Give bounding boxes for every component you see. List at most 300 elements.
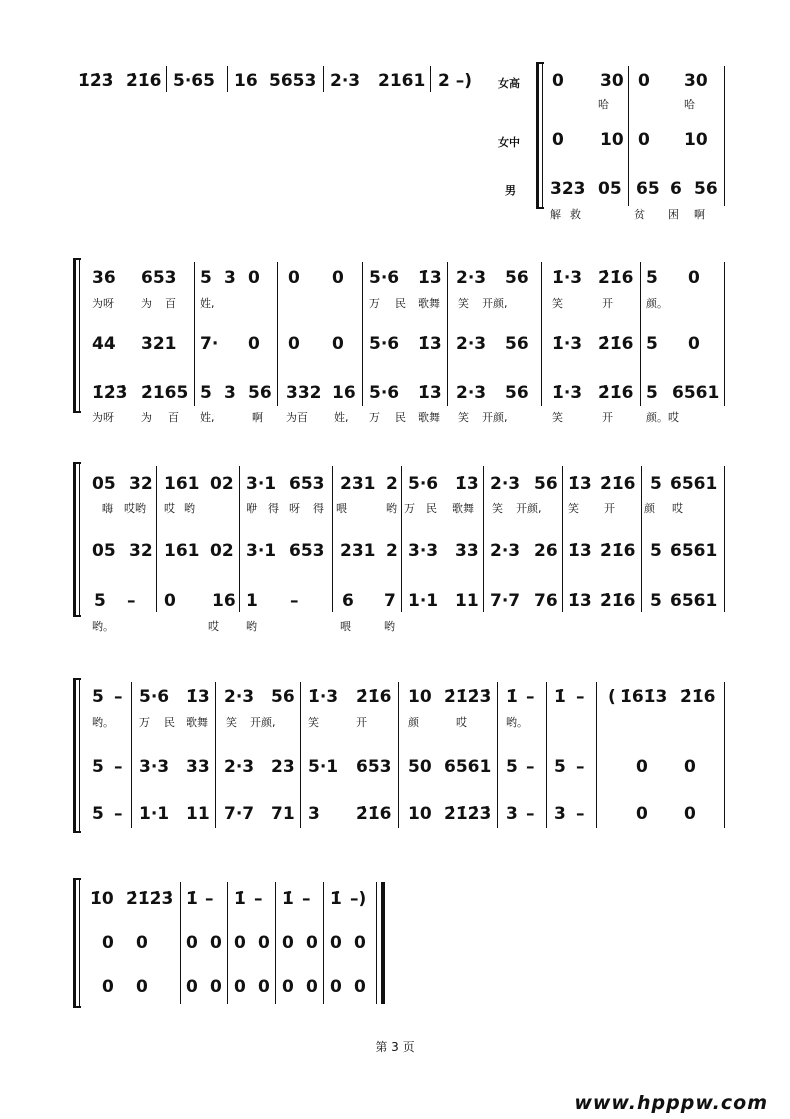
barline [546,682,547,828]
note: 3 [308,804,320,824]
lyric: 喂 [336,502,347,515]
note: 1̇3 [455,474,479,494]
lyric: 笑 [568,502,579,515]
note: 0 [234,933,246,953]
note: – [114,804,123,824]
barline [156,466,157,612]
note: – [127,591,136,611]
barline [724,466,725,612]
lyric: 为 [141,297,152,310]
note: 2 [386,541,398,561]
note: 3 [224,383,236,403]
note: 05 [92,541,116,561]
note: 6561 [670,591,718,611]
note: 1̇ [186,889,198,909]
note: 6561 [670,474,718,494]
system-bracket-line [79,678,80,833]
note: 0 [164,591,176,611]
note: 0 [684,804,696,824]
note: 05 [598,179,622,199]
note: 3·1 [246,541,277,561]
lyric: 哟 [246,620,257,633]
note: 1̇ [282,889,294,909]
note: 0 [552,71,564,91]
note: 5653 [269,71,317,91]
lyric: 姓, [334,411,349,424]
note: 0 [638,71,650,91]
barline [275,882,276,1004]
bracket-cap [73,462,81,464]
barline [227,882,228,1004]
note: 56 [534,474,558,494]
note: 2̇1̇6 [356,687,392,707]
lyric: 为 [141,411,152,424]
note: 0 [354,977,366,997]
note: 2̇1̇6 [600,541,636,561]
note: – [114,757,123,777]
note: 1̇ [234,889,246,909]
lyric: 姓, [200,411,215,424]
lyric: 笑 [308,716,319,729]
note: 0 [552,130,564,150]
note: – [576,687,585,707]
barline [180,882,181,1004]
note: 653 [289,541,325,561]
system-bracket [73,462,76,617]
note: 2̇1̇6 [600,474,636,494]
lyric: 颜 [408,716,419,729]
note: 2̇1̇6 [598,334,634,354]
note: 0 [234,977,246,997]
lyric: 哟 [384,620,395,633]
note: 1·1 [139,804,170,824]
note: – [290,591,299,611]
lyric: 哎哟 [124,502,146,515]
note: 5 [92,687,104,707]
lyric: 嗨 [102,502,113,515]
note: 653 [141,268,177,288]
note: 0 [332,268,344,288]
lyric: 万 [139,716,150,729]
lyric: 颜。哎 [646,411,679,424]
note: 2̇1̇6 [598,268,634,288]
note: 1 [246,591,258,611]
note: 0 [688,334,700,354]
lyric: 哈 [598,98,609,111]
note: 6561 [670,541,718,561]
note: 5 [646,383,658,403]
lyric: 万 [369,297,380,310]
barline [430,66,431,92]
note: 2̇1̇6 [598,383,634,403]
note: 1̇ [330,889,342,909]
lyric: 开颜, [482,297,508,310]
barline [562,466,563,612]
note: 02 [210,474,234,494]
lyric: 哟 [386,502,397,515]
barline [398,682,399,828]
note: 0 [306,977,318,997]
final-barline-thick [381,882,385,1004]
note: 231 [340,474,376,494]
note: 56 [505,268,529,288]
note: 05 [92,474,116,494]
note: 1̇·3 [552,268,583,288]
note: 6561 [444,757,492,777]
note: 1̇ [554,687,566,707]
note: 6561 [672,383,720,403]
bracket-cap [536,62,544,64]
lyric: 开颜, [250,716,276,729]
bracket-cap [73,878,81,880]
lyric: 笑 [458,297,469,310]
barline [483,466,484,612]
note: 2161 [378,71,426,91]
lyric: 笑 [552,297,563,310]
note: 0 [288,268,300,288]
voice-label-alto: 女中 [498,136,520,149]
barline [447,262,448,406]
system-bracket-line [542,62,543,209]
note: 1̇61̇3 [620,687,668,707]
note: 0 [102,933,114,953]
note: 1̇3 [568,541,592,561]
note: 2̇1̇6 [680,687,716,707]
system-bracket [73,678,76,833]
page-number: 第 3 页 [375,1040,415,1054]
note: 0 [306,933,318,953]
note: 0 [282,977,294,997]
barline [332,466,333,612]
note: 26 [534,541,558,561]
note: 2̇1̇2̇3̇ [126,889,174,909]
lyric: 笑 [552,411,563,424]
lyric: 民 [164,716,175,729]
note: 7· [200,334,219,354]
note: 5 [650,541,662,561]
note: – [576,804,585,824]
lyric: 万 [369,411,380,424]
note: 0 [102,977,114,997]
note: 30 [684,71,708,91]
lyric: 啊 [252,411,263,424]
lyric: 颜 [644,502,655,515]
lyric: 笑 [226,716,237,729]
note: 10 [684,130,708,150]
lyric: 哟 [184,502,195,515]
note: 5·6 [369,383,400,403]
note: 321 [141,334,177,354]
note: 5 [506,757,518,777]
note: 0 [136,933,148,953]
note: 0 [282,933,294,953]
note: –) [350,889,367,909]
note: 56 [505,334,529,354]
barline [497,682,498,828]
note: – [254,889,263,909]
note: 32 [129,474,153,494]
note: 5 [646,268,658,288]
note: 10 [408,687,432,707]
note: 3·3 [408,541,439,561]
note: 76 [534,591,558,611]
note: – [576,757,585,777]
note: 2·3 [456,334,487,354]
lyric: 哎 [208,620,219,633]
note: 5 [92,757,104,777]
note: ( [608,687,616,707]
barline [239,466,240,612]
site-watermark: www.hpppw.com [574,1092,768,1114]
note: 0 [636,757,648,777]
lyric: 民 [395,411,406,424]
lyric: 百 [168,411,179,424]
bracket-cap [73,411,81,413]
note: 5·65 [173,71,215,91]
note: 1̇ [506,687,518,707]
lyric: 歌舞 [452,502,474,515]
note: 33 [455,541,479,561]
note: 2·3 [456,268,487,288]
note: 0 [248,268,260,288]
note: 56 [694,179,718,199]
lyric: 哟。 [92,620,114,633]
note: 0 [638,130,650,150]
note: 16 [212,591,236,611]
note: 5·6 [369,334,400,354]
note: 3·1 [246,474,277,494]
lyric: 呀 [289,502,300,515]
note: – [114,687,123,707]
note: 0 [210,933,222,953]
barline [640,262,641,406]
note: 2̇1̇6 [356,804,392,824]
bracket-cap [73,1006,81,1008]
note: 0 [288,334,300,354]
note: 323 [550,179,586,199]
note: 0 [248,334,260,354]
lyric: 贫 [634,208,645,221]
note: 23 [271,757,295,777]
note: 1̇·3 [308,687,339,707]
lyric: 万 [404,502,415,515]
note: 36 [92,268,116,288]
lyric: 解 [550,208,561,221]
lyric: 哎 [672,502,683,515]
lyric: 开颜, [516,502,542,515]
note: 2̇1̇6 [600,591,636,611]
lyric: 开颜, [482,411,508,424]
note: 0 [186,933,198,953]
note: 5 [92,804,104,824]
lyric: 啊 [694,208,705,221]
note: 2·3 [490,474,521,494]
note: – [205,889,214,909]
note: 5 [94,591,106,611]
barline [541,262,542,406]
note: 7·7 [224,804,255,824]
note: – [302,889,311,909]
lyric: 开 [602,411,613,424]
bracket-cap [73,831,81,833]
note: 71 [271,804,295,824]
note: 0 [258,933,270,953]
note: 6 [670,179,682,199]
note: 7 [384,591,396,611]
note: 1̇3 [418,383,442,403]
note: 50 [408,757,432,777]
lyric: 哟。 [506,716,528,729]
note: 0 [332,334,344,354]
note: 3·3 [139,757,170,777]
voice-label-male: 男 [505,184,516,197]
barline [323,882,324,1004]
note: 0 [684,757,696,777]
barline [401,466,402,612]
note: 5 [200,383,212,403]
system-bracket [536,62,539,209]
lyric: 喂 [340,620,351,633]
note: 1̇3 [568,474,592,494]
lyric: 得 [268,502,279,515]
note: 0 [136,977,148,997]
bracket-cap [73,678,81,680]
note: 161 [164,541,200,561]
lyric: 为呀 [92,297,114,310]
note: 2·3 [224,757,255,777]
note: 1̇3 [418,268,442,288]
barline [166,66,167,92]
lyric: 歌舞 [186,716,208,729]
note: 5·6 [369,268,400,288]
lyric: 救 [570,208,581,221]
note: 0 [210,977,222,997]
lyric: 百 [165,297,176,310]
barline [596,682,597,828]
barline [724,682,725,828]
bracket-cap [536,207,544,209]
system-bracket-line [79,258,80,413]
system-bracket [73,878,76,1008]
note: 332 [286,383,322,403]
voice-label-soprano: 女高 [498,77,520,90]
note: 1̇3 [568,591,592,611]
note: 56 [271,687,295,707]
lyric: 歌舞 [418,297,440,310]
note: 30 [600,71,624,91]
note: 44 [92,334,116,354]
note: 2̇1̇2̇3̇ [444,804,492,824]
note: 653 [356,757,392,777]
note: 0 [330,977,342,997]
lyric: 为呀 [92,411,114,424]
barline [194,262,195,406]
note: 10 [408,804,432,824]
note: 6 [342,591,354,611]
note: 2̇165 [141,383,189,403]
note: 1̇·3 [552,334,583,354]
note: 1̇3 [186,687,210,707]
barline [362,262,363,406]
lyric: 民 [426,502,437,515]
barline [277,262,278,406]
lyric: 困 [668,208,679,221]
lyric: 开 [604,502,615,515]
barline [300,682,301,828]
note: 3 [554,804,566,824]
lyric: 得 [313,502,324,515]
bracket-cap [73,615,81,617]
note: 32 [129,541,153,561]
lyric: 笑 [458,411,469,424]
lyric: 哟。 [92,716,114,729]
note: 11 [186,804,210,824]
note: 5 [650,474,662,494]
note: 65 [636,179,660,199]
lyric: 开 [602,297,613,310]
note: 5 [200,268,212,288]
note: 16 [332,383,356,403]
note: 1·1 [408,591,439,611]
note: 33 [186,757,210,777]
lyric: 姓, [200,297,215,310]
note: – [526,804,535,824]
note: 5·6 [408,474,439,494]
note: 5 [554,757,566,777]
note: 2 [386,474,398,494]
barline [724,66,725,206]
system-bracket [73,258,76,413]
note: 7·7 [490,591,521,611]
system-bracket-line [79,462,80,617]
note: 3 [506,804,518,824]
note: – [526,757,535,777]
note: 1̇2̇3̇ [78,71,114,91]
note: 3 [224,268,236,288]
final-barline-thin [376,882,377,1004]
note: 0 [688,268,700,288]
note: 2·3 [330,71,361,91]
lyric: 哈 [684,98,695,111]
note: 56 [505,383,529,403]
note: 02 [210,541,234,561]
lyric: 咿 [246,502,257,515]
note: 16 [234,71,258,91]
barline [131,682,132,828]
note: 1̇0 [90,889,114,909]
note: 5 [646,334,658,354]
lyric: 笑 [492,502,503,515]
note: 5 [650,591,662,611]
note: 11 [455,591,479,611]
note: 10 [600,130,624,150]
lyric: 哎 [164,502,175,515]
note: 1̇3 [418,334,442,354]
note: 0 [258,977,270,997]
bracket-cap [73,258,81,260]
barline [628,66,629,206]
system-bracket-line [79,878,80,1008]
note: 231 [340,541,376,561]
barline [227,66,228,92]
barline [641,466,642,612]
lyric: 开 [356,716,367,729]
note: 2̇1̇6 [126,71,162,91]
note: 2·3 [456,383,487,403]
barline [724,262,725,406]
lyric: 歌舞 [418,411,440,424]
note: 2·3 [490,541,521,561]
